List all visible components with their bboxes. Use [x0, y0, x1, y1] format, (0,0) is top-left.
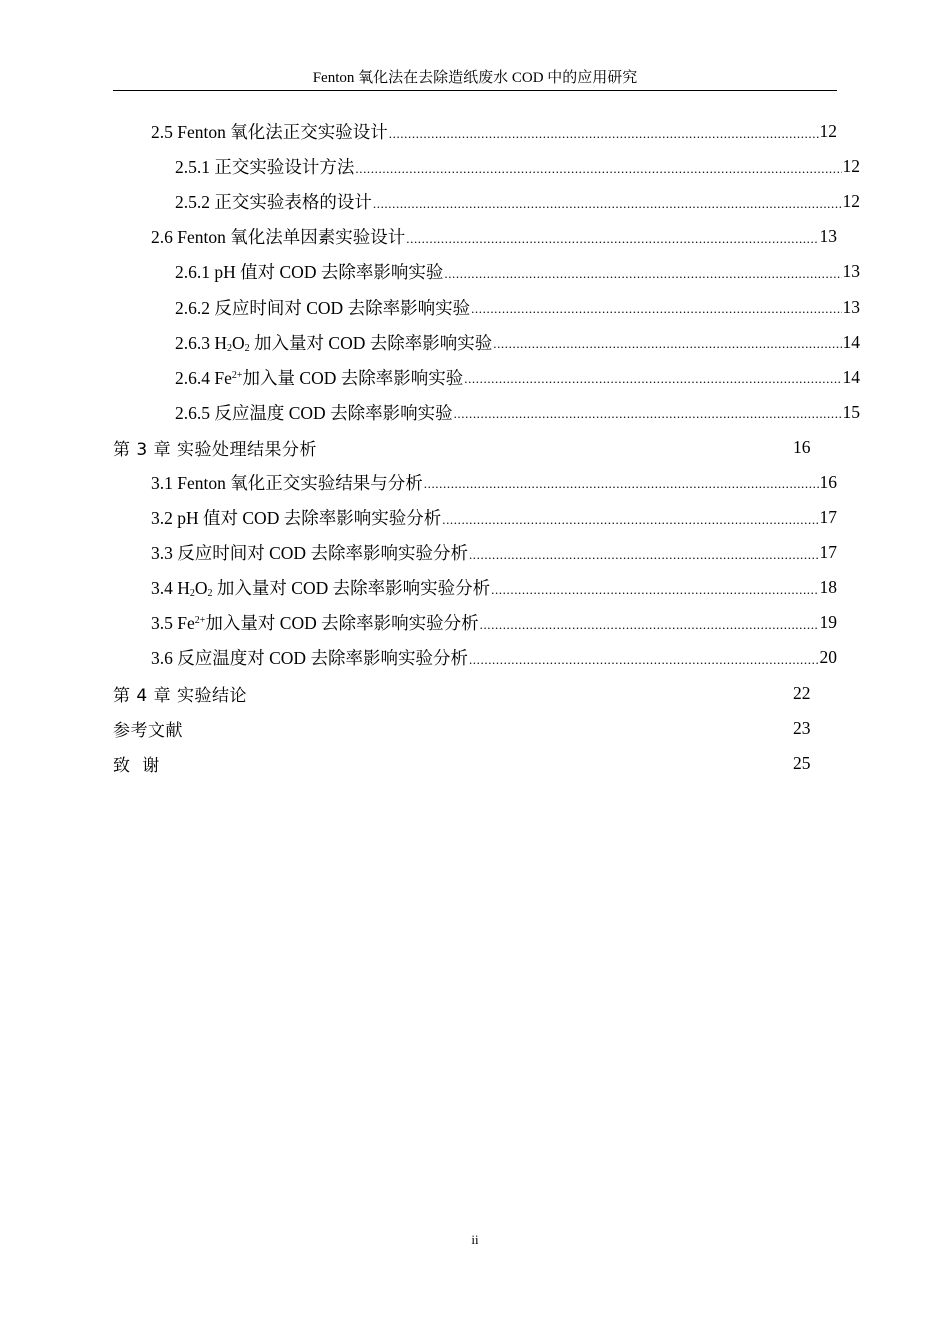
dot-leader [373, 192, 842, 212]
dot-leader [491, 578, 818, 598]
dot-leader [424, 472, 819, 492]
dot-leader [469, 543, 819, 563]
dot-leader [355, 157, 841, 177]
toc-entry-3-1[interactable] [113, 465, 837, 500]
toc-entry-2-5-2[interactable] [113, 184, 860, 219]
toc-chapter-4[interactable] [113, 676, 837, 711]
page-footer [0, 1232, 950, 1248]
toc-entry-3-2[interactable] [113, 500, 837, 535]
dot-leader [442, 508, 818, 528]
toc-entry-page: 19 [819, 612, 837, 633]
toc-entry-label: 第 4 章 实验结论 [113, 685, 248, 706]
toc-entry-2-6-5[interactable] [113, 395, 860, 430]
toc-entry-page: 12 [842, 191, 860, 212]
toc-entry-label: 致 谢 [113, 755, 160, 776]
dot-leader [480, 613, 819, 633]
dot-leader [469, 648, 819, 668]
toc-entry-label: 3.3 反应时间对 COD 去除率影响实验分析 [151, 543, 468, 564]
toc-entry-page: 12 [819, 121, 837, 142]
toc-chapter-3[interactable] [113, 430, 837, 465]
toc-entry-label: 2.6 Fenton 氧化法单因素实验设计 [151, 227, 406, 248]
toc-entry-3-6[interactable] [113, 640, 837, 675]
dot-leader [406, 227, 818, 247]
toc-acknowledgements[interactable] [113, 746, 837, 781]
toc-entry-label: 2.6.4 $Fe^{2+}$加入量 COD 去除率影响实验 [175, 367, 464, 388]
toc-entry-page: 15 [842, 401, 860, 422]
toc-entry-2-6-2[interactable] [113, 289, 860, 324]
toc-entry-label: 第 3 章 实验处理结果分析 [113, 439, 318, 460]
dot-leader [454, 402, 842, 422]
toc-entry-page: 12 [842, 156, 860, 177]
toc-entry-label: 3.2 pH 值对 COD 去除率影响实验分析 [151, 508, 442, 529]
toc-entry-3-3[interactable] [113, 535, 837, 570]
dot-leader [471, 297, 841, 317]
toc-entry-page: 14 [842, 366, 860, 387]
dot-leader [444, 262, 841, 282]
toc-entry-label: 2.6.5 反应温度 COD 去除率影响实验 [175, 402, 453, 423]
header-title: Fenton 氧化法在去除造纸废水 COD 中的应用研究 [312, 70, 638, 86]
toc-entry-label: 3.6 反应温度对 COD 去除率影响实验分析 [151, 648, 468, 669]
toc-entry-3-4[interactable] [113, 570, 837, 605]
toc-entry-page: 14 [842, 331, 860, 352]
toc-references[interactable] [113, 711, 837, 746]
toc-entry-page: 13 [819, 226, 837, 247]
toc-entry-2-6-1[interactable] [113, 254, 860, 289]
toc-entry-page: 22 [793, 682, 811, 703]
table-of-contents [113, 114, 860, 781]
toc-entry-page: 13 [842, 296, 860, 317]
toc-entry-label: 2.6.1 pH 值对 COD 去除率影响实验 [175, 262, 444, 283]
toc-entry-label: 3.1 Fenton 氧化正交实验结果与分析 [151, 472, 423, 493]
toc-entry-2-6-3[interactable] [113, 325, 860, 360]
page-number: ii [471, 1232, 479, 1247]
toc-entry-page: 20 [819, 647, 837, 668]
toc-entry-label: 2.5.1 正交实验设计方法 [175, 157, 355, 178]
dot-leader [389, 122, 819, 142]
toc-entry-page: 23 [793, 717, 811, 738]
toc-entry-label: 2.5.2 正交实验表格的设计 [175, 192, 372, 213]
toc-entry-label: 3.5 $Fe^{2+}$加入量对 COD 去除率影响实验分析 [151, 613, 479, 634]
toc-entry-label: 3.4 $H_2O_2$ 加入量对 COD 去除率影响实验分析 [151, 578, 491, 600]
toc-entry-label: 2.5 Fenton 氧化法正交实验设计 [151, 122, 388, 143]
toc-entry-2-6-4[interactable] [113, 360, 860, 395]
toc-entry-page: 25 [793, 752, 811, 773]
toc-entry-label: 2.6.3 $H_2O_2$ 加入量对 COD 去除率影响实验 [175, 332, 493, 354]
toc-entry-page: 17 [819, 542, 837, 563]
toc-entry-label: 2.6.2 反应时间对 COD 去除率影响实验 [175, 297, 471, 318]
toc-entry-3-5[interactable] [113, 605, 837, 640]
page-header [113, 66, 837, 91]
toc-entry-page: 16 [793, 436, 811, 457]
toc-entry-label: 参考文献 [113, 720, 183, 741]
dot-leader [493, 332, 841, 352]
toc-entry-page: 16 [819, 471, 837, 492]
toc-entry-2-5[interactable] [113, 114, 837, 149]
toc-entry-2-6[interactable] [113, 219, 837, 254]
toc-entry-2-5-1[interactable] [113, 149, 860, 184]
toc-entry-page: 13 [842, 261, 860, 282]
toc-entry-page: 17 [819, 507, 837, 528]
toc-entry-page: 18 [819, 577, 837, 598]
dot-leader [464, 367, 841, 387]
